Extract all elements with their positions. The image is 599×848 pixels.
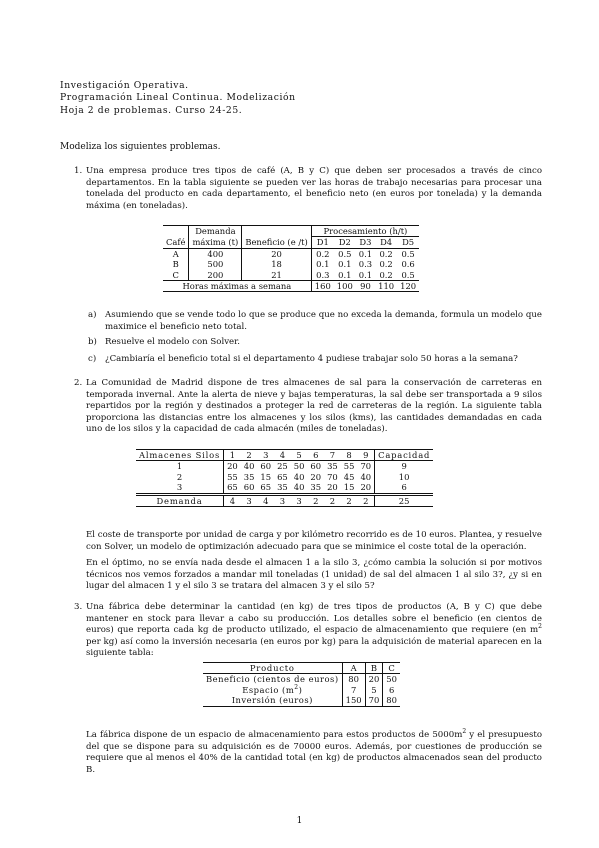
table-cell: 21: [242, 270, 311, 281]
table-cell: 0.1: [334, 270, 356, 281]
silo-header: 1: [224, 450, 241, 461]
table-cell: 80: [383, 695, 400, 706]
hours-label: Horas máximas a semana: [163, 281, 311, 292]
product-col-header: B: [365, 663, 383, 674]
table-cell: 500: [207, 259, 224, 270]
table-cell: 3: [241, 494, 258, 506]
capacity-header: Capacidad: [375, 450, 434, 461]
problem-2-statement: La Comunidad de Madrid dispone de tres almacenes de sal para la conservación de carreteras en temporada invernal. Ante la alerta de nieve y bajas temperaturas, la sal debe ser transportada a 9 silos repartidos por la región y destinados a proteger la red de carreteras de la región. La siguiente tabla proporciona las distancias entre los almacenes y los silos (kms), las cantidades demandadas en cada uno de los silos y la capacidad de cada almacén (miles de toneladas).: [86, 378, 542, 435]
coffee-table-header-empty-2: [242, 226, 311, 237]
table-cell: 200: [189, 270, 242, 281]
header-line-topic: Programación Lineal Continua. Modelización: [60, 92, 296, 104]
table-cell: 15: [343, 482, 355, 493]
table-row: [136, 461, 433, 472]
table-cell: 35: [327, 461, 338, 472]
problem-2-number: 2.: [74, 378, 83, 388]
table-cell: 25: [277, 461, 288, 472]
coffee-table-header-processing: Procesamiento (h/t): [311, 226, 419, 237]
problem-2-sensitivity-text: En el óptimo, no se envía nada desde el almacen 1 a la silo 3, ¿cómo cambia la solución si por motivos técnicos nos vemos forzados a mandar mil toneladas (1 unidad) de sal del almacen 1 al silo 3?, ¿y si en lugar del almacen 1 y el silo 3 se tratara del almacen 3 y el silo 5?: [86, 558, 542, 592]
products-header: Producto: [203, 663, 342, 674]
silo-header: 2: [241, 450, 258, 461]
coffee-table-header-profit: Beneficio (e /t): [242, 237, 311, 248]
table-cell: 70: [360, 461, 372, 472]
distance-table: [136, 449, 433, 507]
table-cell: 0.2: [375, 270, 397, 281]
constraints-part-2: y el presupuesto del que se dispone para su adquisición es de 70000 euros. Además, por cuestiones de producción se requiere que al menos el 40% de la cantidad total (en kg) de productos almacenados sean del producto B.: [86, 730, 542, 775]
table-cell: 55: [343, 461, 355, 472]
table-cell: 0.1: [338, 259, 352, 270]
part-b-label: b): [88, 337, 97, 347]
table-cell: 90: [356, 281, 375, 292]
silo-header: 7: [324, 450, 341, 461]
problem-3-constraints-text: [86, 730, 542, 776]
silo-header: 6: [307, 450, 324, 461]
part-c-text: ¿Cambiaría el beneficio total si el departamento 4 pudiese trabajar solo 50 horas a la semana?: [105, 354, 518, 364]
distance-table-corner: Almacenes Silos: [136, 450, 224, 461]
table-cell: 2: [136, 472, 224, 482]
table-row: [163, 259, 419, 269]
demand-label: Demanda: [136, 494, 224, 506]
table-cell: 3: [136, 482, 224, 494]
table-cell: 2: [341, 494, 358, 506]
problem-3-text-part-1: Una fábrica debe determinar la cantidad (en kg) de tres tipos de productos (A, B y C) que debe mantener en stock para llevar a cabo su producción. Los detalles sobre el beneficio (en cientos de euros) que reporta cada kg de producto utilizado, el espacio de almacenamiento que requiere (en m: [86, 602, 542, 636]
table-cell: 0.3: [311, 270, 334, 281]
constraints-part-1: La fábrica dispone de un espacio de almacenamiento para estos productos de 5000m: [86, 730, 463, 740]
table-cell: 35: [310, 482, 322, 493]
table-cell: 35: [277, 482, 288, 493]
table-cell: 2: [307, 494, 324, 506]
table-cell: 0.2: [379, 248, 393, 259]
table-row: [203, 695, 400, 706]
coffee-table-header-cafe: Café: [163, 237, 189, 248]
table-cell: A: [163, 248, 189, 259]
table-row: [136, 472, 433, 482]
table-cell: 70: [365, 695, 383, 706]
table-cell: 45: [343, 471, 355, 482]
table-cell: 0.1: [356, 270, 375, 281]
table-cell: Inversión (euros): [203, 695, 342, 706]
table-cell: 25: [375, 494, 434, 506]
coffee-table-header-d3: D3: [356, 237, 375, 248]
table-cell: 0.1: [358, 248, 373, 259]
close-paren: ): [298, 684, 303, 695]
table-cell: 60: [310, 461, 322, 472]
table-row: [203, 685, 400, 695]
silo-header: 9: [357, 450, 374, 461]
table-cell: 4: [224, 494, 241, 506]
table-cell: 2: [324, 494, 341, 506]
table-cell: 120: [397, 281, 419, 292]
table-cell: 150: [342, 695, 365, 706]
coffee-table-header-d4: D4: [375, 237, 397, 248]
table-cell: 20: [227, 461, 238, 472]
table-cell: 0.5: [401, 248, 415, 259]
table-cell: 400: [207, 248, 224, 259]
table-cell: 0.2: [379, 259, 393, 270]
table-cell: 20: [365, 674, 383, 685]
table-row: [203, 674, 400, 685]
table-row: [136, 482, 433, 494]
table-cell: 40: [293, 471, 305, 482]
table-cell: B: [163, 259, 189, 269]
problem-2-cost-text: El coste de transporte por unidad de carga y por kilómetro recorrido es de 10 euros. Plantea, y resuelve con Solver, un modelo de optimización adecuado para que se minimice el coste total de la operación.: [86, 530, 542, 552]
problem-1-part-a: [88, 310, 542, 333]
table-cell: 6: [375, 482, 434, 494]
product-col-header: A: [342, 663, 365, 674]
table-cell: C: [163, 270, 189, 281]
coffee-table-header-empty: [163, 226, 189, 237]
table-cell: 20: [360, 482, 372, 493]
table-cell: 10: [375, 472, 434, 482]
table-cell: 20: [242, 248, 311, 259]
table-cell: 18: [242, 259, 311, 269]
table-cell: 65: [227, 482, 238, 493]
document-header: [60, 80, 296, 117]
header-line-sheet: Hoja 2 de problemas. Curso 24-25.: [60, 104, 243, 116]
part-b-text: Resuelve el modelo con Solver.: [105, 337, 241, 347]
table-cell: 65: [260, 482, 272, 493]
table-cell: 0.5: [397, 270, 419, 281]
product-col-header: C: [383, 663, 400, 674]
table-cell: 50: [293, 461, 305, 472]
coffee-table-header-demand-2: máxima (t): [189, 237, 242, 248]
table-cell: 0.6: [401, 259, 415, 270]
table-cell: 0.2: [311, 248, 334, 259]
problem-1-part-b: [88, 337, 542, 349]
table-cell: 160: [311, 281, 334, 292]
problem-1-part-c: [88, 354, 542, 366]
table-row: [136, 494, 433, 506]
table-cell: 50: [386, 674, 397, 685]
problem-1-number: 1.: [74, 166, 83, 176]
table-cell: 55: [227, 471, 238, 482]
problem-1-statement: Una empresa produce tres tipos de café (A, B y C) que deben ser procesados a través de cinco departamentos. En la tabla siguiente se pueden ver las horas de trabajo necesarias para procesar una tonelada del producto en cada departamento, el beneficio neto (en euros por tonelada) y la demanda máxima (en toneladas).: [86, 166, 542, 211]
coffee-table-header-d1: D1: [311, 237, 334, 248]
problem-3-number: 3.: [74, 602, 83, 612]
part-a-text: Asumiendo que se vende todo lo que se produce que no exceda la demanda, formula un modelo que maximice el beneficio neto total.: [105, 310, 542, 332]
silo-header: 4: [274, 450, 291, 461]
table-cell: 35: [243, 471, 255, 482]
coffee-table-header-d2: D2: [334, 237, 356, 248]
superscript-2: 2: [538, 623, 542, 631]
table-cell: 100: [334, 281, 356, 292]
table-cell: Beneficio (cientos de euros): [203, 674, 342, 685]
page-number: 1: [296, 816, 303, 826]
space-label: Espacio (m: [242, 684, 295, 695]
table-cell: 2: [357, 494, 374, 506]
table-cell: 20: [327, 482, 338, 493]
table-cell: 7: [342, 685, 365, 695]
table-cell: 70: [327, 471, 338, 482]
table-cell: 20: [310, 471, 322, 482]
table-cell: 0.5: [338, 248, 352, 259]
superscript-2: 2: [462, 728, 467, 736]
table-cell: [203, 685, 342, 695]
table-cell: 0.1: [311, 259, 334, 269]
part-a-label: a): [88, 310, 97, 320]
part-c-label: c): [88, 354, 97, 364]
silo-header: 8: [341, 450, 358, 461]
silo-header: 3: [257, 450, 274, 461]
table-cell: 40: [293, 482, 305, 493]
table-cell: 4: [257, 494, 274, 506]
table-cell: 40: [243, 461, 255, 472]
table-cell: 3: [274, 494, 291, 506]
table-row: [163, 248, 419, 259]
table-cell: 1: [136, 461, 224, 472]
table-cell: 60: [243, 482, 255, 493]
table-row: [163, 270, 419, 281]
table-cell: 60: [260, 461, 272, 472]
superscript-2: 2: [294, 684, 299, 692]
table-cell: 9: [375, 461, 434, 472]
coffee-table-header-d5: D5: [397, 237, 419, 248]
table-cell: 40: [360, 471, 372, 482]
problem-3-statement: [86, 602, 542, 660]
table-cell: 65: [277, 471, 288, 482]
intro-text: Modeliza los siguientes problemas.: [60, 142, 221, 152]
table-row: [163, 281, 419, 292]
problem-3-text-part-2: per kg) así como la inversión necesaria (en euros por kg) para la adquisición de material aparecen en la siguiente tabla:: [86, 636, 542, 659]
coffee-table: [163, 225, 419, 292]
table-cell: 15: [260, 471, 272, 482]
table-cell: 110: [375, 281, 397, 292]
table-cell: 0.3: [358, 259, 373, 270]
silo-header: 5: [291, 450, 308, 461]
coffee-table-header-demand-1: Demanda: [189, 226, 242, 237]
table-cell: 5: [365, 685, 383, 695]
products-table: [203, 662, 400, 707]
table-cell: 3: [291, 494, 308, 506]
table-cell: 6: [388, 684, 395, 695]
header-line-course: Investigación Operativa.: [60, 80, 189, 91]
table-cell: 80: [342, 674, 365, 685]
